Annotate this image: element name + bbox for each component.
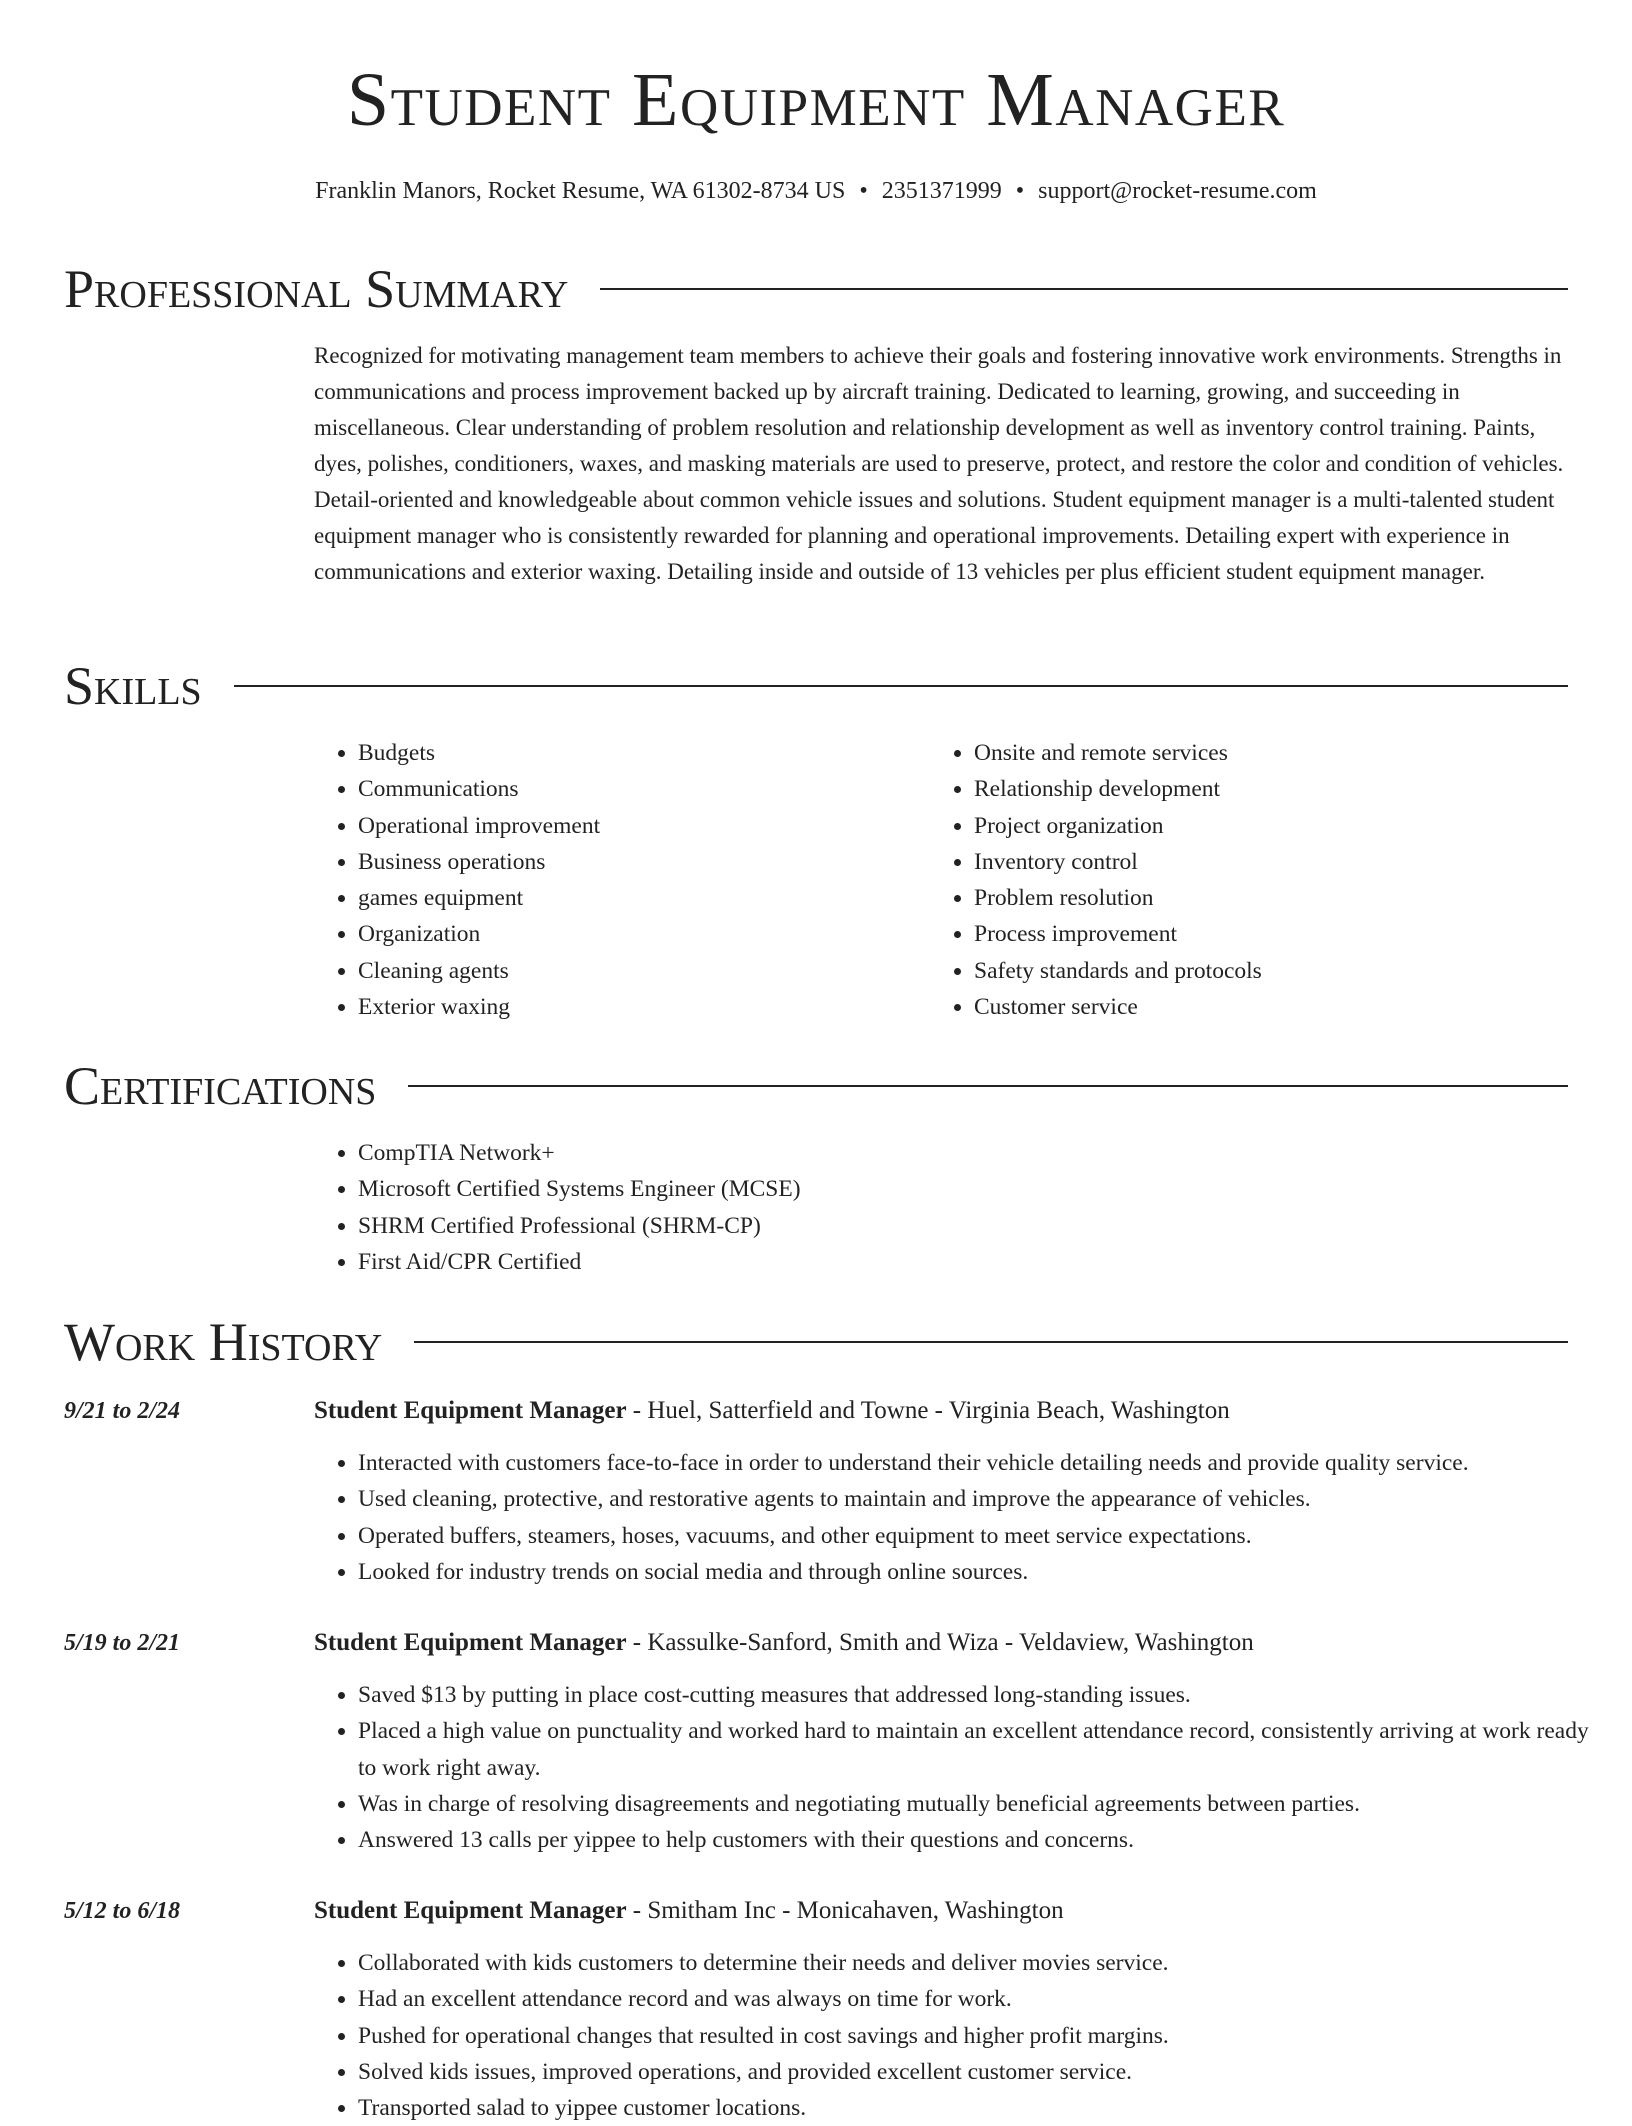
section-header-summary — [64, 259, 1568, 319]
job-dates: 5/19 to 2/21 — [64, 1630, 181, 1656]
job-bullet: • Answered 13 calls per yippee to help customers with their questions and concerns. — [358, 1822, 1612, 1858]
section-divider — [600, 288, 1568, 290]
job-bullet: • Transported salad to yippee customer locations. — [358, 2090, 1612, 2126]
job-bullet: • Saved $13 by putting in place cost-cutting measures that addressed long-standing issues. — [358, 1677, 1612, 1713]
job-bullet: • Placed a high value on punctuality and worked hard to maintain an excellent attendance record, consistently arriving at work ready to work right away. — [358, 1713, 1612, 1786]
job-bullet: • Pushed for operational changes that resulted in cost savings and higher profit margins. — [358, 2018, 1612, 2054]
job-bullet: • Used cleaning, protective, and restorative agents to maintain and improve the appearance of vehicles. — [358, 1481, 1612, 1517]
contact-phone: 2351371999 — [881, 178, 1002, 204]
skill-item: • Business operations — [358, 844, 948, 880]
skill-item: • Customer service — [974, 989, 1594, 1025]
job-bullet-list — [314, 1677, 1612, 1858]
skill-item: • Cleaning agents — [358, 953, 948, 989]
job-title-line — [314, 1628, 1568, 1658]
certification-item: • CompTIA Network+ — [358, 1135, 1558, 1171]
skill-item: • Exterior waxing — [358, 989, 948, 1025]
skill-item: • Relationship development — [974, 771, 1594, 807]
job-title-line — [314, 1396, 1568, 1426]
skill-item: • Problem resolution — [974, 880, 1594, 916]
skill-item: • games equipment — [358, 880, 948, 916]
job-bullet-list — [314, 1945, 1612, 2126]
skill-item: • Budgets — [358, 735, 948, 771]
skill-item: • Inventory control — [974, 844, 1594, 880]
job-dates: 9/21 to 2/24 — [64, 1398, 181, 1424]
skill-item: • Operational improvement — [358, 808, 948, 844]
job-employer: - Kassulke-Sanford, Smith and Wiza - Veldaview, Washington — [626, 1629, 1254, 1656]
job-employer: - Smitham Inc - Monicahaven, Washington — [626, 1897, 1064, 1924]
section-header-work-history — [64, 1312, 1568, 1372]
summary-text: Recognized for motivating management team members to achieve their goals and fostering innovative work environments. Strengths in communications and process improvement backed up by aircraft training. Dedicated to learning, growing, and succeeding in miscellaneous. Clear understanding of problem resolution and relationship development as well as inventory control training. Paints, dyes, polishes, conditioners, waxes, and masking materials are used to preserve, protect, and restore the color and condition of vehicles. Detail-oriented and knowledgeable about common vehicle issues and solutions. Student equipment manager is a multi-talented student equipment manager who is consistently rewarded for planning and operational improvements. Detailing expert with experience in communications and exterior waxing. Detailing inside and outside of 13 vehicles per plus efficient student equipment manager. — [314, 343, 1564, 584]
job-dates: 5/12 to 6/18 — [64, 1898, 181, 1924]
skill-item: • Process improvement — [974, 916, 1594, 952]
job-bullet-list — [314, 1445, 1612, 1590]
job-title-line — [314, 1896, 1568, 1926]
section-title-certifications: Certifications — [64, 1056, 377, 1116]
certification-item: • Microsoft Certified Systems Engineer (MCSE) — [358, 1171, 1558, 1207]
section-divider — [234, 685, 1568, 687]
job-bullet: • Interacted with customers face-to-face in order to understand their vehicle detailing needs and provide quality service. — [358, 1445, 1612, 1481]
section-header-skills — [64, 656, 1568, 716]
job-bullet: • Was in charge of resolving disagreements and negotiating mutually beneficial agreements between parties. — [358, 1786, 1612, 1822]
skill-item: • Onsite and remote services — [974, 735, 1594, 771]
skills-list-right — [930, 735, 1594, 1025]
section-divider — [408, 1085, 1568, 1087]
skill-item: • Safety standards and protocols — [974, 953, 1594, 989]
job-bullet: • Had an excellent attendance record and was always on time for work. — [358, 1981, 1612, 2017]
section-title-work-history: Work History — [64, 1312, 383, 1372]
section-title-skills: Skills — [64, 656, 202, 716]
contact-address: Franklin Manors, Rocket Resume, WA 61302-8734 US — [315, 178, 846, 204]
certifications-list — [314, 1135, 1558, 1280]
section-title-summary: Professional Summary — [64, 259, 569, 319]
job-title: Student Equipment Manager — [314, 1397, 627, 1424]
job-bullet: • Solved kids issues, improved operations, and provided excellent customer service. — [358, 2054, 1612, 2090]
job-employer: - Huel, Satterfield and Towne - Virginia Beach, Washington — [626, 1397, 1230, 1424]
contact-separator: • — [859, 178, 868, 204]
contact-email: support@rocket-resume.com — [1038, 178, 1317, 204]
contact-line — [0, 176, 1632, 206]
skill-item: • Organization — [358, 916, 948, 952]
section-divider — [414, 1341, 1568, 1343]
job-bullet: • Looked for industry trends on social media and through online sources. — [358, 1554, 1612, 1590]
job-title: Student Equipment Manager — [314, 1897, 627, 1924]
skill-item: • Project organization — [974, 808, 1594, 844]
skills-list-left — [314, 735, 948, 1025]
job-title: Student Equipment Manager — [314, 1629, 627, 1656]
resume-name: Student Equipment Manager — [346, 58, 1286, 142]
skill-item: • Communications — [358, 771, 948, 807]
section-header-certifications — [64, 1056, 1568, 1116]
certification-item: • First Aid/CPR Certified — [358, 1244, 1558, 1280]
certification-item: • SHRM Certified Professional (SHRM-CP) — [358, 1208, 1558, 1244]
job-bullet: • Collaborated with kids customers to determine their needs and deliver movies service. — [358, 1945, 1612, 1981]
contact-separator: • — [1015, 178, 1025, 204]
job-bullet: • Operated buffers, steamers, hoses, vacuums, and other equipment to meet service expectations. — [358, 1518, 1612, 1554]
